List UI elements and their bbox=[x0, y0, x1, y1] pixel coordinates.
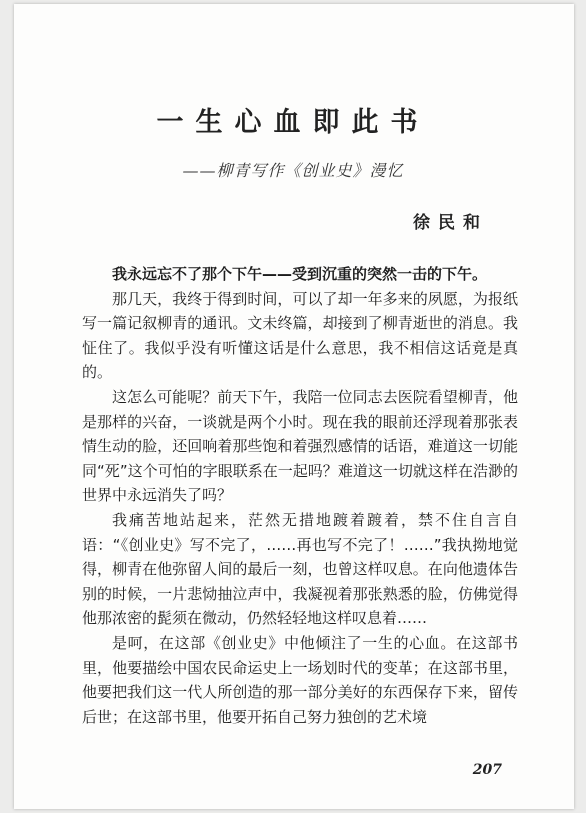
paragraph: 那几天，我终于得到时间，可以了却一年多来的夙愿，为报纸写一篇记叙柳青的通讯。文未终篇，却接到了柳青逝世的消息。我怔住了。我似乎没有听懂这话是什么意思，我不相信这话竟是真的。 bbox=[82, 289, 518, 382]
paragraph: 这怎么可能呢？前天下午，我陪一位同志去医院看望柳青，他是那样的兴奋，一谈就是两个小时。现在我的眼前还浮现着那张表情生动的脸，还回响着那些饱和着强烈感情的话语，难道这一切能同“死”这个可怕的字眼联系在一起吗？难道这一切就这样在浩渺的世界中永远消失了吗？ bbox=[82, 387, 518, 505]
article-body bbox=[82, 262, 518, 729]
article-title: 一生心血即此书 bbox=[156, 107, 430, 138]
paragraph: 我痛苦地站起来，茫然无措地踱着踱着，禁不住自言自语：“《创业史》写不完了，……再也写不完了！……”我执拗地觉得，柳青在他弥留人间的最后一刻，也曾这样叹息。在向他遗体告别的时候，一片悲恸抽泣声中，我凝视着那张熟悉的脸，仿佛觉得他那浓密的髭须在微动，仍然轻轻地这样叹息着…… bbox=[82, 510, 518, 628]
page-number: 207 bbox=[472, 762, 502, 778]
author-name: 徐民和 bbox=[413, 213, 488, 233]
paragraph: 是呵，在这部《创业史》中他倾注了一生的心血。在这部书里，他要描绘中国农民命运史上一场划时代的变革；在这部书里，他要把我们这一代人所创造的那一部分美好的东西保存下来，留传后世；在这部书里，他要开拓自己努力独创的艺术境 bbox=[82, 633, 518, 726]
paragraph: 我永远忘不了那个下午——受到沉重的突然一击的下午。 bbox=[112, 265, 488, 283]
article-subtitle: ——柳青写作《创业史》漫忆 bbox=[182, 161, 404, 180]
